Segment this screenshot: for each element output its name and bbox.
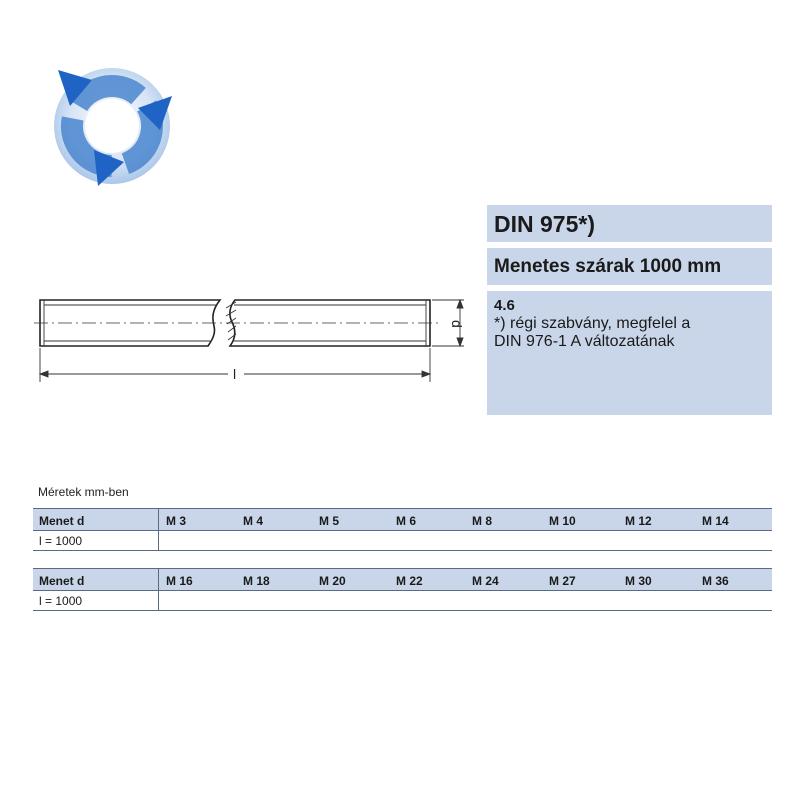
table-header-row xyxy=(33,568,772,591)
size-cell: M 10 xyxy=(549,514,576,528)
dim-d-label: d xyxy=(449,320,465,328)
spec-table-1 xyxy=(33,508,772,551)
size-cell: M 27 xyxy=(549,574,576,588)
spec-table-2 xyxy=(33,568,772,611)
header-label: Menet d xyxy=(39,574,85,588)
size-cell: M 8 xyxy=(472,514,493,528)
size-cell: M 3 xyxy=(166,514,187,528)
header-label: Menet d xyxy=(39,514,85,528)
dim-l-label: l xyxy=(233,366,237,382)
size-cell: M 20 xyxy=(319,574,346,588)
row-label: l = 1000 xyxy=(39,534,83,548)
size-cell: M 24 xyxy=(472,574,499,588)
note-line-2: DIN 976-1 A változatának xyxy=(494,333,675,350)
size-cell: M 30 xyxy=(625,574,652,588)
table-row xyxy=(33,591,772,611)
threaded-rod-drawing xyxy=(30,288,480,388)
size-cell: M 5 xyxy=(319,514,340,528)
table-header-row xyxy=(33,508,772,531)
size-cell: M 16 xyxy=(166,574,193,588)
row-label: l = 1000 xyxy=(39,594,83,608)
size-cell: M 4 xyxy=(243,514,264,528)
dimensions-caption: Méretek mm-ben xyxy=(38,485,129,499)
size-cell: M 18 xyxy=(243,574,270,588)
size-cell: M 22 xyxy=(396,574,423,588)
recycle-arrows-icon xyxy=(50,58,180,188)
product-subtitle: Menetes szárak 1000 mm xyxy=(487,248,772,285)
note-line-1: *) régi szabvány, megfelel a xyxy=(494,315,691,332)
size-cell: M 12 xyxy=(625,514,652,528)
strength-grade: 4.6 xyxy=(494,297,515,314)
info-panel xyxy=(487,291,772,415)
size-cell: M 6 xyxy=(396,514,417,528)
standard-title: DIN 975*) xyxy=(487,205,772,242)
size-cell: M 36 xyxy=(702,574,729,588)
table-row xyxy=(33,531,772,551)
size-cell: M 14 xyxy=(702,514,729,528)
